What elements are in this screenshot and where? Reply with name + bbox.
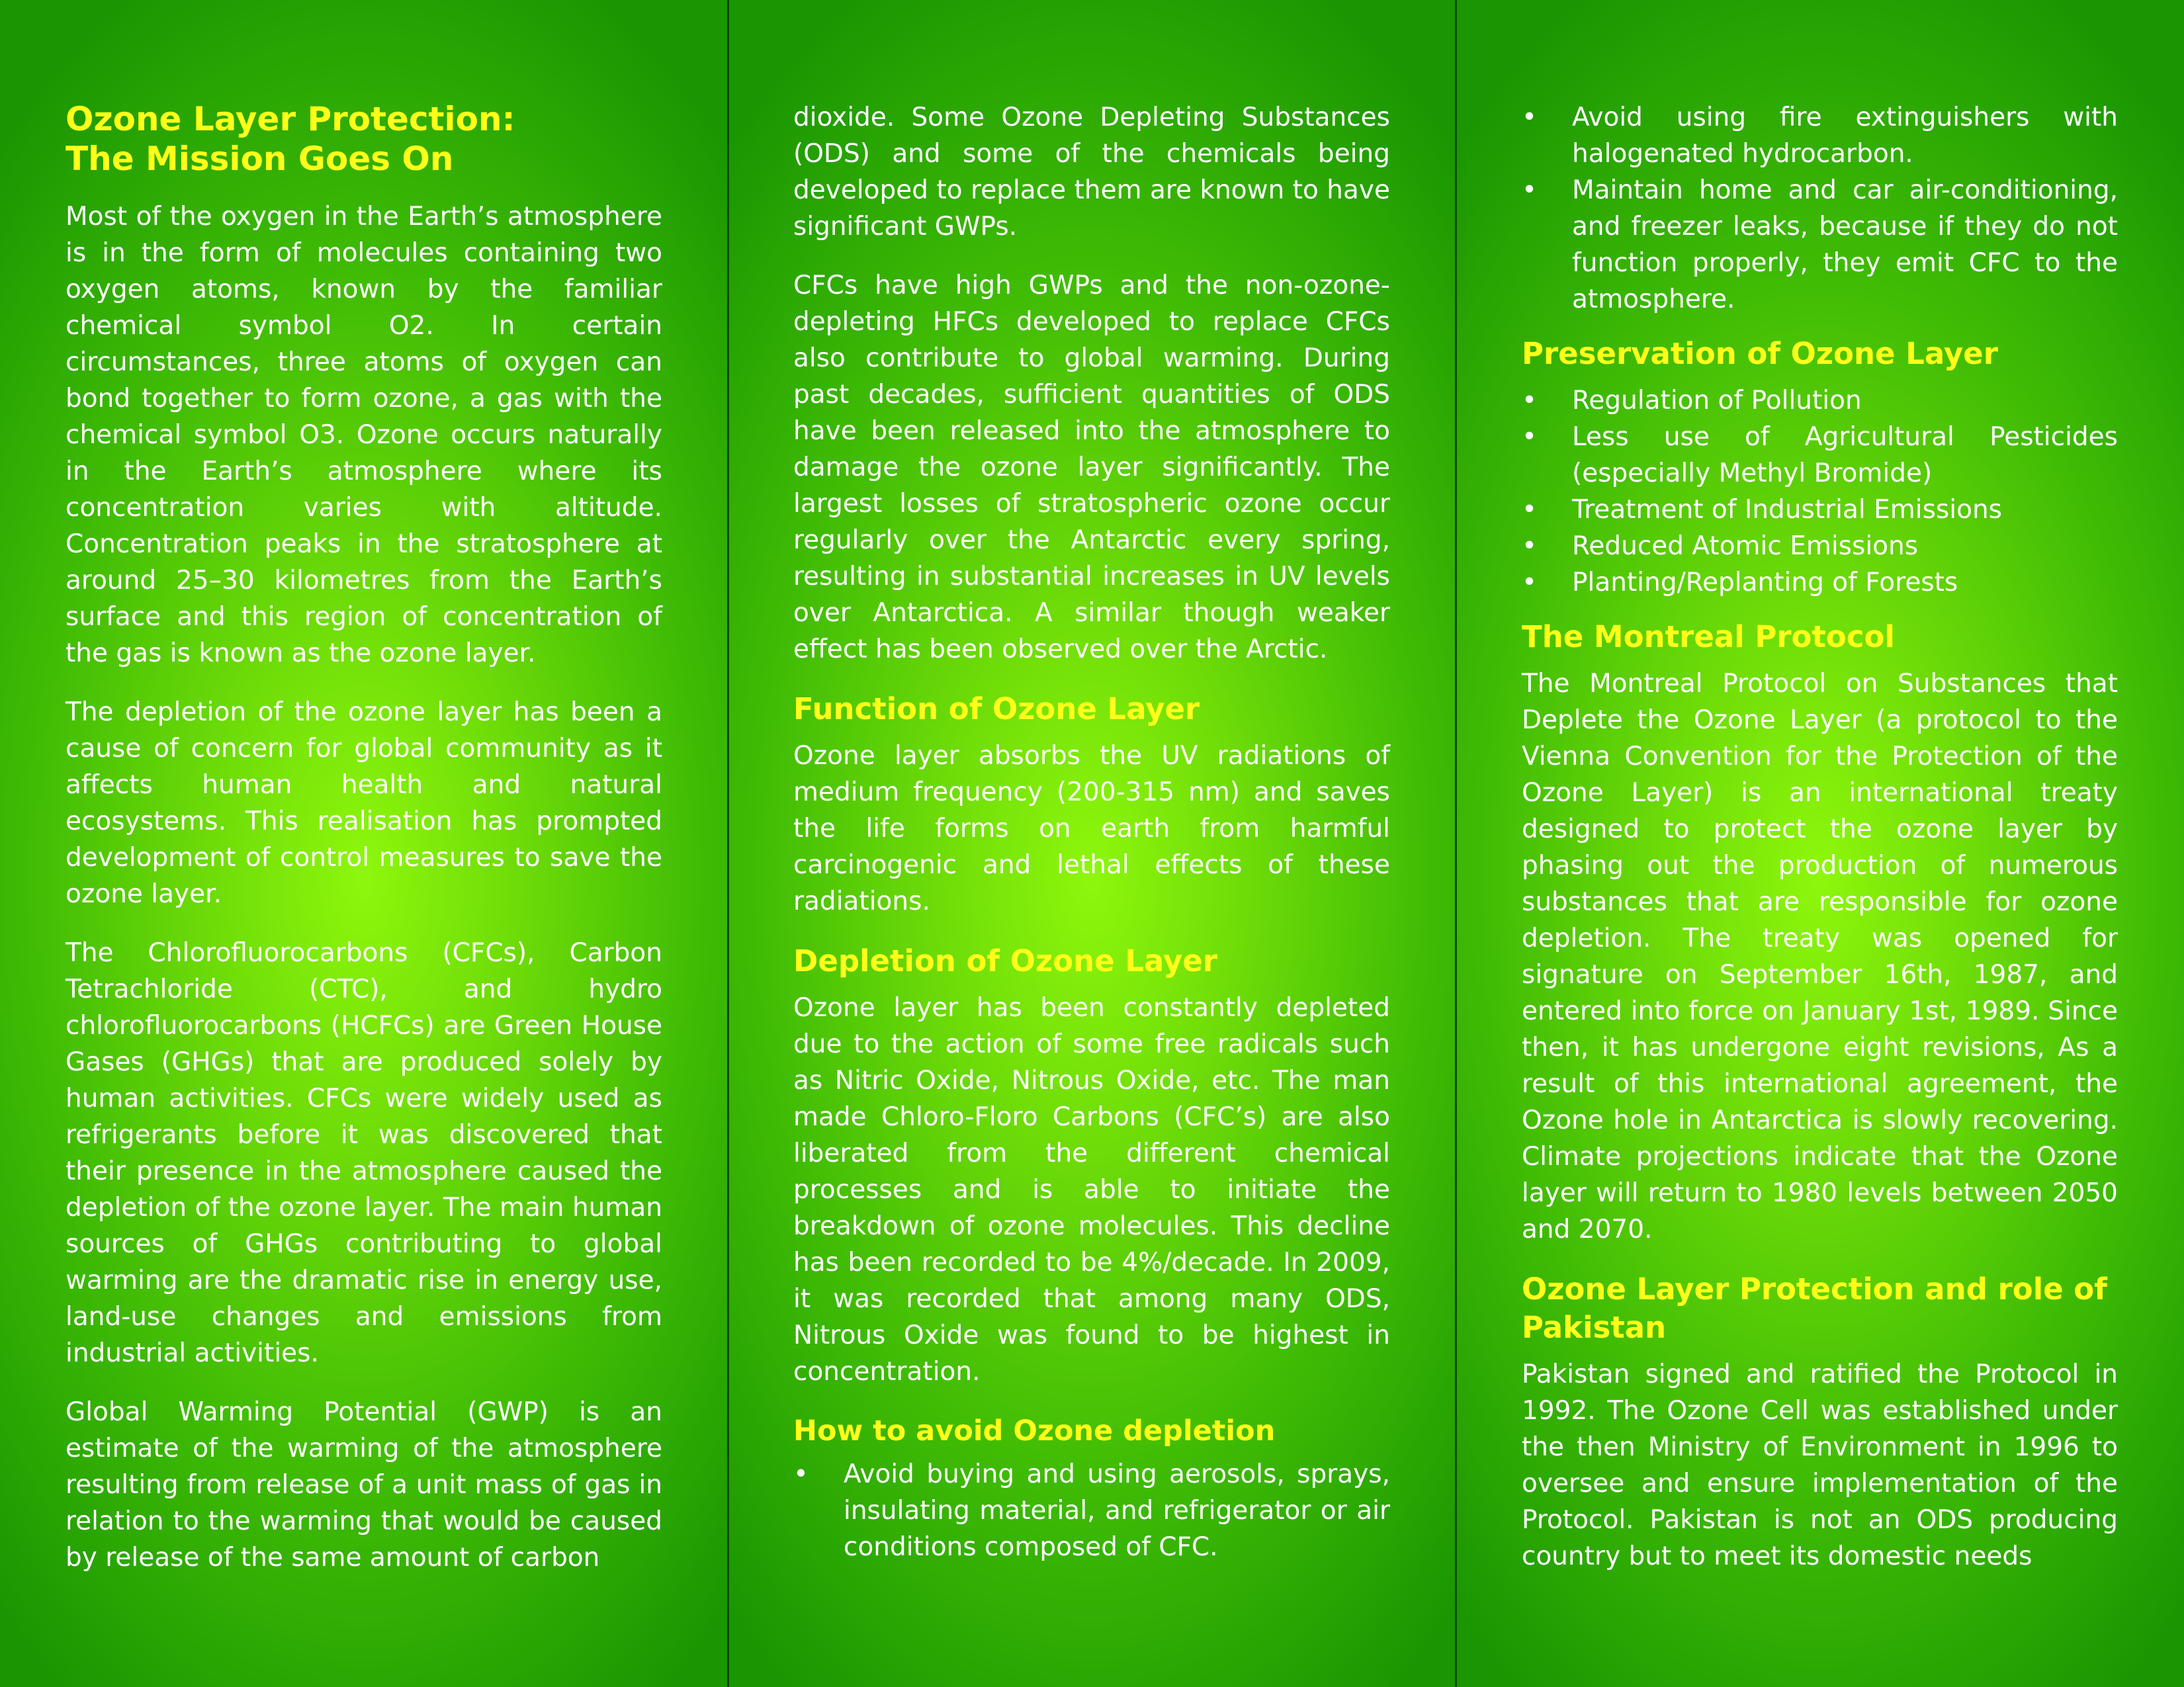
list-item: • Avoid using fire extinguishers with halogenated hydrocarbon. (1522, 99, 2118, 172)
bullet-icon: • (1522, 175, 1538, 205)
paragraph-gwp: Global Warming Potential (GWP) is an estimate of the warming of the atmosphere resulting from release of a unit mass of gas in relation to the warming that would be caused by release of the same amount of carbon (66, 1397, 662, 1573)
heading-depletion: Depletion of Ozone Layer (793, 943, 1218, 978)
bullet-icon: • (1522, 386, 1538, 415)
paragraph-depletion-concern: The depletion of the ozone layer has been a cause of concern for global community as it affects human health and natural ecosystems. This realisation has prompted development of control measures to save the ozone layer. (66, 697, 662, 909)
main-title-line2: The Mission Goes On (66, 140, 454, 178)
list-item: • Regulation of Pollution (1522, 382, 2118, 419)
list-item: • Treatment of Industrial Emissions (1522, 492, 2118, 528)
bullet-icon: • (1522, 568, 1538, 597)
list-item: • Avoid buying and using aerosols, sprays, insulating material, and refrigerator or air conditions composed of CFC. (793, 1456, 1390, 1565)
main-title (66, 99, 662, 179)
list-item: • Less use of Agricultural Pesticides (especially Methyl Bromide) (1522, 419, 2118, 492)
panel-right (1456, 0, 2184, 1687)
panel-left (0, 0, 728, 1687)
bullet-icon: • (1522, 495, 1538, 525)
avoid-list-continued (1522, 99, 2118, 318)
paragraph-oxygen: Most of the oxygen in the Earth’s atmosphere is in the form of molecules containing two oxygen atoms, known by the familiar chemical symbol O2. In certain circumstances, three atoms of oxygen can bond together to form ozone, a gas with the chemical symbol O3. Ozone occurs naturally in the Earth’s atmosphere where its concentration varies with altitude. Concentration peaks in the stratosphere at around 25–30 kilometres from the Earth’s surface and this region of concentration of the gas is known as the ozone layer. (66, 202, 662, 668)
panel-middle (728, 0, 1456, 1687)
bullet-icon: • (1522, 422, 1538, 452)
paragraph-gwp-continued: dioxide. Some Ozone Depleting Substances (ODS) and some of the chemicals being developed to replace them are known to have significant GWPs. (793, 103, 1390, 241)
bullet-icon: • (793, 1459, 809, 1489)
paragraph-montreal: The Montreal Protocol on Substances that Deplete the Ozone Layer (a protocol to the Vienna Convention for the Protection of the Ozone Layer) is an international treaty designed to protect the ozone layer by phasing out the production of numerous substances that are responsible for ozone depletion. The treaty was opened for signature on September 16th, 1987, and entered into force on January 1st, 1989. Since then, it has undergone eight revisions, As a result of this international agreement, the Ozone hole in Antarctica is slowly recovering. Climate projections indicate that the Ozone layer will return to 1980 levels between 2050 and 2070. (1522, 669, 2118, 1244)
list-item: • Reduced Atomic Emissions (1522, 528, 2118, 564)
fold-divider-left (727, 0, 729, 1687)
main-title-line1: Ozone Layer Protection: (66, 100, 515, 138)
heading-avoid: How to avoid Ozone depletion (793, 1414, 1276, 1448)
heading-preservation: Preservation of Ozone Layer (1522, 336, 1998, 371)
fold-divider-right (1455, 0, 1457, 1687)
paragraph-function: Ozone layer absorbs the UV radiations of medium frequency (200-315 nm) and saves the life forms on earth from harmful carcinogenic and lethal effects of these radiations. (793, 741, 1390, 916)
heading-montreal: The Montreal Protocol (1522, 619, 1895, 654)
bullet-icon: • (1522, 103, 1538, 132)
heading-function: Function of Ozone Layer (793, 691, 1200, 726)
preservation-list (1522, 382, 2118, 601)
avoid-list (793, 1456, 1390, 1565)
paragraph-cfc-gwp: CFCs have high GWPs and the non-ozone-depleting HFCs developed to replace CFCs also contribute to global warming. During past decades, sufficient quantities of ODS have been released into the atmosphere to damage the ozone layer significantly. The largest losses of stratospheric ozone occur regularly over the Antarctic every spring, resulting in substantial increases in UV levels over Antarctica. A similar though weaker effect has been observed over the Arctic. (793, 271, 1390, 664)
paragraph-depletion: Ozone layer has been constantly depleted due to the action of some free radicals such as Nitric Oxide, Nitrous Oxide, etc. The man made Chloro-Floro Carbons (CFC’s) are also liberated from the different chemical processes and is able to initiate the breakdown of ozone molecules. This decline has been recorded to be 4%/decade. In 2009, it was recorded that among many ODS, Nitrous Oxide was found to be highest in concentration. (793, 993, 1390, 1387)
paragraph-pakistan: Pakistan signed and ratified the Protocol in 1992. The Ozone Cell was established under the then Ministry of Environment in 1996 to oversee and ensure implementation of the Protocol. Pakistan is not an ODS producing country but to meet its domestic needs (1522, 1360, 2118, 1571)
list-item: • Planting/Replanting of Forests (1522, 564, 2118, 601)
paragraph-cfcs: The Chlorofluorocarbons (CFCs), Carbon Tetrachloride (CTC), and hydro chlorofluorocarbons (HCFCs) are Green House Gases (GHGs) that are produced solely by human activities. CFCs were widely used as refrigerants before it was discovered that their presence in the atmosphere caused the depletion of the ozone layer. The main human sources of GHGs contributing to global warming are the dramatic rise in energy use, land-use changes and emissions from industrial activities. (66, 938, 662, 1368)
bullet-icon: • (1522, 531, 1538, 561)
heading-pakistan: Ozone Layer Protection and role of Pakistan (1522, 1272, 2107, 1345)
list-item: • Maintain home and car air-conditioning, and freezer leaks, because if they do not function properly, they emit CFC to the atmosphere. (1522, 172, 2118, 318)
